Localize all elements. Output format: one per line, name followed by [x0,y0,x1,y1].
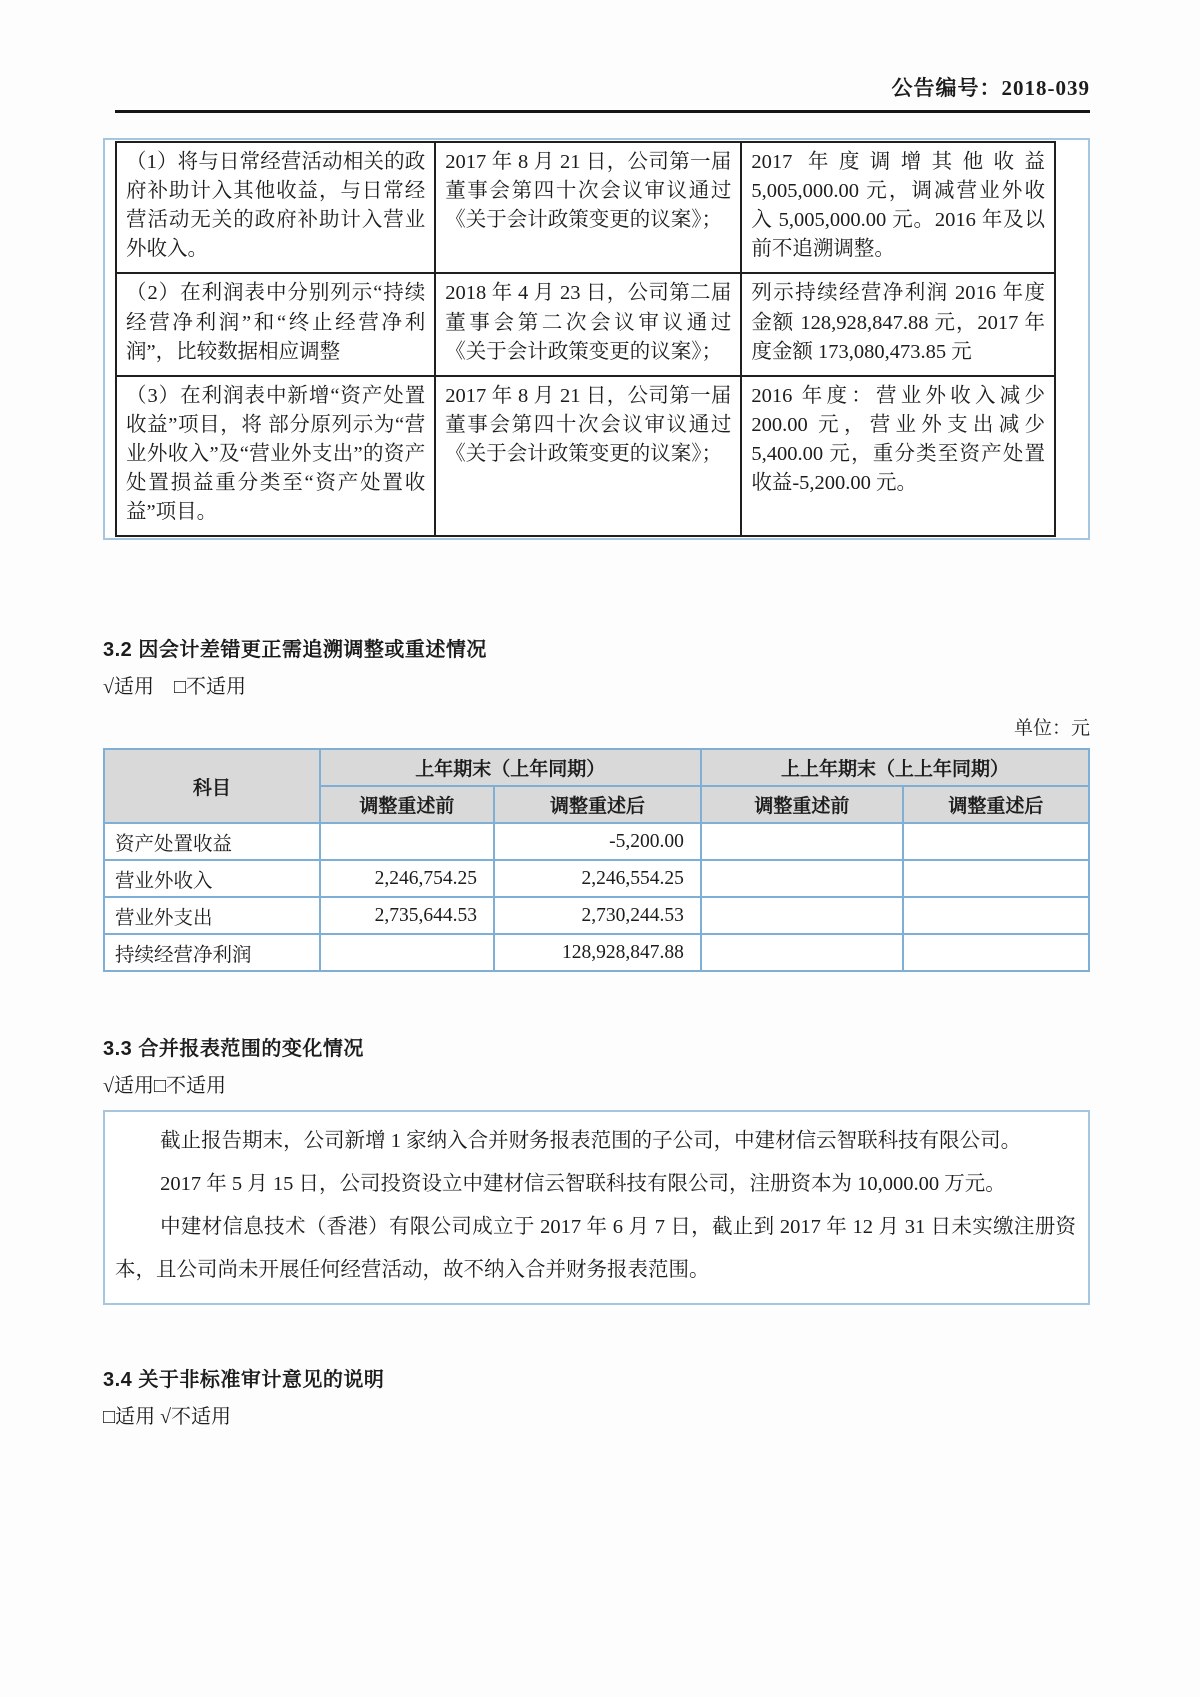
value-cell [320,934,494,971]
table-row [104,897,1089,934]
doc-number: 公告编号：2018-039 [891,76,1090,100]
table-row [116,273,1055,375]
subject-cell: 持续经营净利润 [104,934,320,971]
note-paragraph: 2017 年 5 月 15 日，公司投资设立中建材信云智联科技有限公司，注册资本为 10,000.00 万元。 [160,1173,1006,1196]
value-cell: 2,246,754.25 [320,860,494,897]
after-restatement-header: 调整重述后 [494,786,701,823]
section-3-2 [103,633,1090,972]
value-cell: 2,730,244.53 [494,897,701,934]
policy-change-table [115,141,1056,537]
value-cell [320,823,494,860]
value-cell [701,897,903,934]
impact-cell: 2017 年度调增其他收益 5,005,000.00 元，调减营业外收入 5,005,000.00 元。2016 年及以前不追溯调整。 [741,142,1055,273]
section-3-3-applicability: √适用□不适用 [103,1075,227,1098]
policy-change-cell: （1）将与日常经营活动相关的政府补助计入其他收益，与日常经营活动无关的政府补助计入营业外收入。 [116,142,435,273]
subject-cell: 营业外收入 [104,860,320,897]
policy-change-cell: （2）在利润表中分别列示“持续经营净利润”和“终止经营净利润”，比较数据相应调整 [116,273,435,375]
restatement-table [103,748,1090,972]
impact-cell: 2016 年度：营业外收入减少 200.00 元，营业外支出减少 5,400.00 元，重分类至资产处置收益-5,200.00 元。 [741,376,1055,537]
value-cell [903,823,1089,860]
section-3-4-title: 3.4 关于非标准审计意见的说明 [103,1368,385,1391]
impact-cell: 列示持续经营净利润 2016 年度金额 128,928,847.88 元，2017 年度金额 173,080,473.85 元 [741,273,1055,375]
value-cell [701,934,903,971]
section-3-4 [103,1363,1090,1429]
value-cell: -5,200.00 [494,823,701,860]
section-3-2-applicability: √适用 □不适用 [103,676,247,699]
policy-change-cell: （3）在利润表中新增“资产处置收益”项目，将 部分原列示为“营业外收入”及“营业外支出”的资产处置损益重分类至“资产处置收益”项目。 [116,376,435,537]
value-cell [701,860,903,897]
subject-cell: 营业外支出 [104,897,320,934]
before-restatement-header: 调整重述前 [320,786,494,823]
before-restatement-header: 调整重述前 [701,786,903,823]
note-paragraph: 中建材信息技术（香港）有限公司成立于 2017 年 6 月 7 日，截止到 2017 年 12 月 31 日未实缴注册资本，且公司尚未开展任何经营活动，故不纳入合并财务报表范围。 [115,1216,1076,1282]
consolidation-note-box [103,1110,1090,1304]
table-row [116,142,1055,273]
policy-change-frame [103,138,1090,540]
table-row [104,823,1089,860]
section-3-3-title: 3.3 合并报表范围的变化情况 [103,1038,364,1061]
table-row [104,934,1089,971]
section-3-2-title: 3.2 因会计差错更正需追溯调整或重述情况 [103,639,487,662]
value-cell: 2,246,554.25 [494,860,701,897]
subject-header: 科目 [104,749,320,823]
approval-procedure-cell: 2017 年 8 月 21 日，公司第一届董事会第四十次会议审议通过《关于会计政策变更的议案》； [435,376,741,537]
table-row [116,376,1055,537]
page-content [103,0,1090,1429]
subject-cell: 资产处置收益 [104,823,320,860]
note-paragraph: 截止报告期末，公司新增 1 家纳入合并财务报表范围的子公司，中建材信云智联科技有限公司。 [160,1130,1022,1153]
value-cell [701,823,903,860]
value-cell: 128,928,847.88 [494,934,701,971]
value-cell [903,860,1089,897]
value-cell: 2,735,644.53 [320,897,494,934]
approval-procedure-cell: 2017 年 8 月 21 日，公司第一届董事会第四十次会议审议通过《关于会计政策变更的议案》； [435,142,741,273]
approval-procedure-cell: 2018 年 4 月 23 日，公司第二届董事会第二次会议审议通过《关于会计政策变更的议案》； [435,273,741,375]
prev-period-header: 上年期末（上年同期） [320,749,701,786]
after-restatement-header: 调整重述后 [903,786,1089,823]
unit-label: 单位：元 [1013,718,1090,740]
section-3-3 [103,1032,1090,1304]
section-3-4-applicability: □适用 √不适用 [103,1405,232,1428]
table-row [104,860,1089,897]
table-header-row [104,749,1089,786]
value-cell [903,897,1089,934]
value-cell [903,934,1089,971]
header-divider [115,110,1090,113]
prior-period-header: 上上年期末（上上年同期） [701,749,1089,786]
